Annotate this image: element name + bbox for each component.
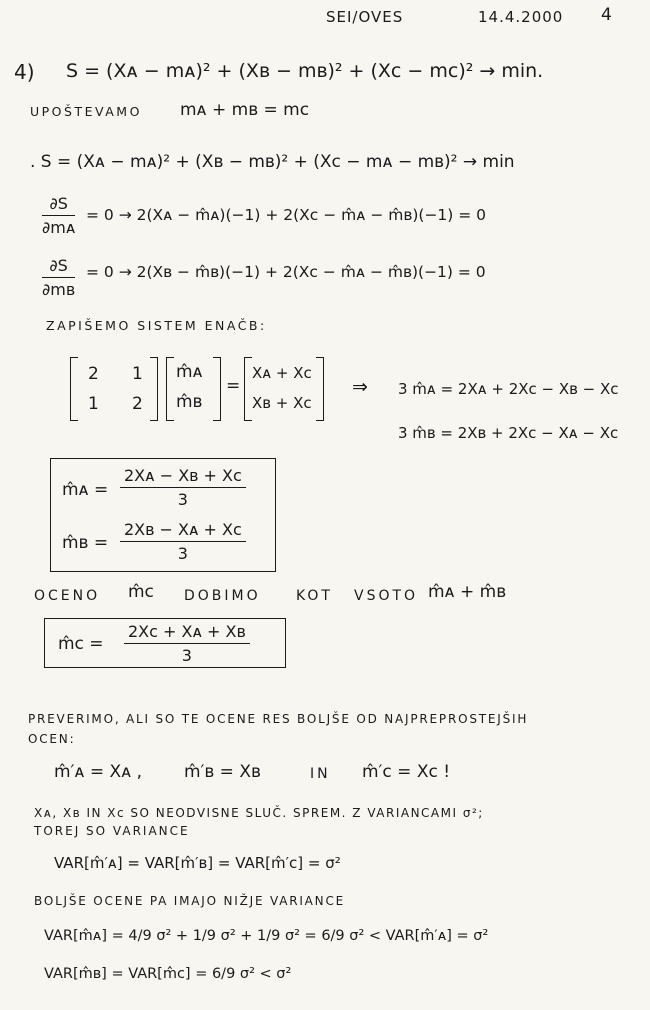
- rhs-left-bracket: [244, 357, 252, 421]
- matrix-a12: 1: [132, 364, 143, 384]
- result-mc-fraction: 2Xᴄ + Xᴀ + Xʙ 3: [124, 622, 250, 665]
- estimate-c-word2: m̂ᴄ: [128, 582, 154, 602]
- matrix-a11: 2: [88, 364, 99, 384]
- variance-simple: VAR[m̂′ᴀ] = VAR[m̂′ʙ] = VAR[m̂′ᴄ] = σ²: [54, 854, 341, 872]
- solution-ma: 3 m̂ᴀ = 2Xᴀ + 2Xᴄ − Xʙ − Xᴄ: [398, 380, 619, 398]
- unknowns-left-bracket: [166, 357, 174, 421]
- derivative-b-rhs: = 0 → 2(Xʙ − m̂ʙ)(−1) + 2(Xᴄ − m̂ᴀ − m̂ʙ)(−1) = 0: [86, 263, 486, 281]
- result-ma-fraction: 2Xᴀ − Xʙ + Xᴄ 3: [120, 466, 246, 509]
- unknowns-right-bracket: [213, 357, 221, 421]
- independence-line1: Xᴀ, Xʙ IN Xᴄ SO NEODVISNE SLUČ. SPREM. Z VARIANCAMI σ²;: [34, 806, 484, 820]
- estimate-c-word6: m̂ᴀ + m̂ʙ: [428, 582, 507, 602]
- simple-estimate-in: IN: [310, 766, 331, 782]
- independence-line2: TOREJ SO VARIANCE: [34, 824, 190, 838]
- matrix-right-bracket: [150, 357, 158, 421]
- better-estimates-text: BOLJŠE OCENE PA IMAJO NIŽJE VARIANCE: [34, 894, 346, 908]
- derivative-a-rhs: = 0 → 2(Xᴀ − m̂ᴀ)(−1) + 2(Xᴄ − m̂ᴀ − m̂ʙ)(−1) = 0: [86, 206, 487, 224]
- matrix-equals: =: [226, 376, 241, 396]
- matrix-left-bracket: [70, 357, 78, 421]
- estimate-c-word1: OCENO: [34, 588, 101, 604]
- rhs-2: Xʙ + Xᴄ: [252, 394, 312, 412]
- estimate-c-word5: VSOTO: [354, 588, 419, 604]
- matrix-a21: 1: [88, 394, 99, 414]
- page-number: 4: [601, 5, 613, 25]
- estimate-c-word3: DOBIMO: [184, 588, 261, 604]
- check-text-line2: OCEN:: [28, 732, 76, 746]
- variance-mb: VAR[m̂ʙ] = VAR[m̂ᴄ] = 6/9 σ² < σ²: [44, 966, 292, 982]
- constraint-equation: mᴀ + mʙ = mᴄ: [180, 100, 310, 120]
- simple-estimate-c: m̂′ᴄ = Xᴄ !: [362, 762, 451, 782]
- estimate-c-word4: KOT: [296, 588, 333, 604]
- simple-estimate-b: m̂′ʙ = Xʙ: [184, 762, 261, 782]
- simple-estimate-a: m̂′ᴀ = Xᴀ ,: [54, 762, 143, 782]
- constraint-label: UPOŠTEVAMO: [30, 104, 142, 119]
- date: 14.4.2000: [478, 8, 564, 26]
- unknown-ma: m̂ᴀ: [176, 362, 203, 382]
- unknown-mb: m̂ʙ: [176, 392, 203, 412]
- system-label: ZAPIŠEMO SISTEM ENAČB:: [46, 318, 267, 333]
- substituted-equation: . S = (Xᴀ − mᴀ)² + (Xʙ − mʙ)² + (Xᴄ − mᴀ − mʙ)² → min: [30, 152, 515, 172]
- matrix-a22: 2: [132, 394, 143, 414]
- objective-equation: S = (Xᴀ − mᴀ)² + (Xʙ − mʙ)² + (Xᴄ − mᴄ)² → min.: [66, 60, 544, 82]
- rhs-right-bracket: [316, 357, 324, 421]
- derivative-a-lhs: ∂S ∂mᴀ: [42, 194, 76, 237]
- derivative-b-lhs: ∂S ∂mʙ: [42, 256, 76, 299]
- result-mb-fraction: 2Xʙ − Xᴀ + Xᴄ 3: [120, 520, 246, 563]
- solution-mb: 3 m̂ʙ = 2Xʙ + 2Xᴄ − Xᴀ − Xᴄ: [398, 424, 619, 442]
- rhs-1: Xᴀ + Xᴄ: [252, 364, 312, 382]
- course-code: SEI/OVES: [326, 8, 404, 26]
- problem-number: 4): [14, 60, 35, 84]
- implies-arrow: ⇒: [352, 376, 368, 398]
- result-ma-lhs: m̂ᴀ =: [62, 480, 109, 500]
- result-mc-lhs: m̂ᴄ =: [58, 634, 104, 654]
- variance-ma: VAR[m̂ᴀ] = 4/9 σ² + 1/9 σ² + 1/9 σ² = 6/9 σ² < VAR[m̂′ᴀ] = σ²: [44, 928, 489, 944]
- result-mb-lhs: m̂ʙ =: [62, 533, 109, 553]
- check-text-line1: PREVERIMO, ALI SO TE OCENE RES BOLJŠE OD NAJPREPROSTEJŠIH: [28, 712, 529, 726]
